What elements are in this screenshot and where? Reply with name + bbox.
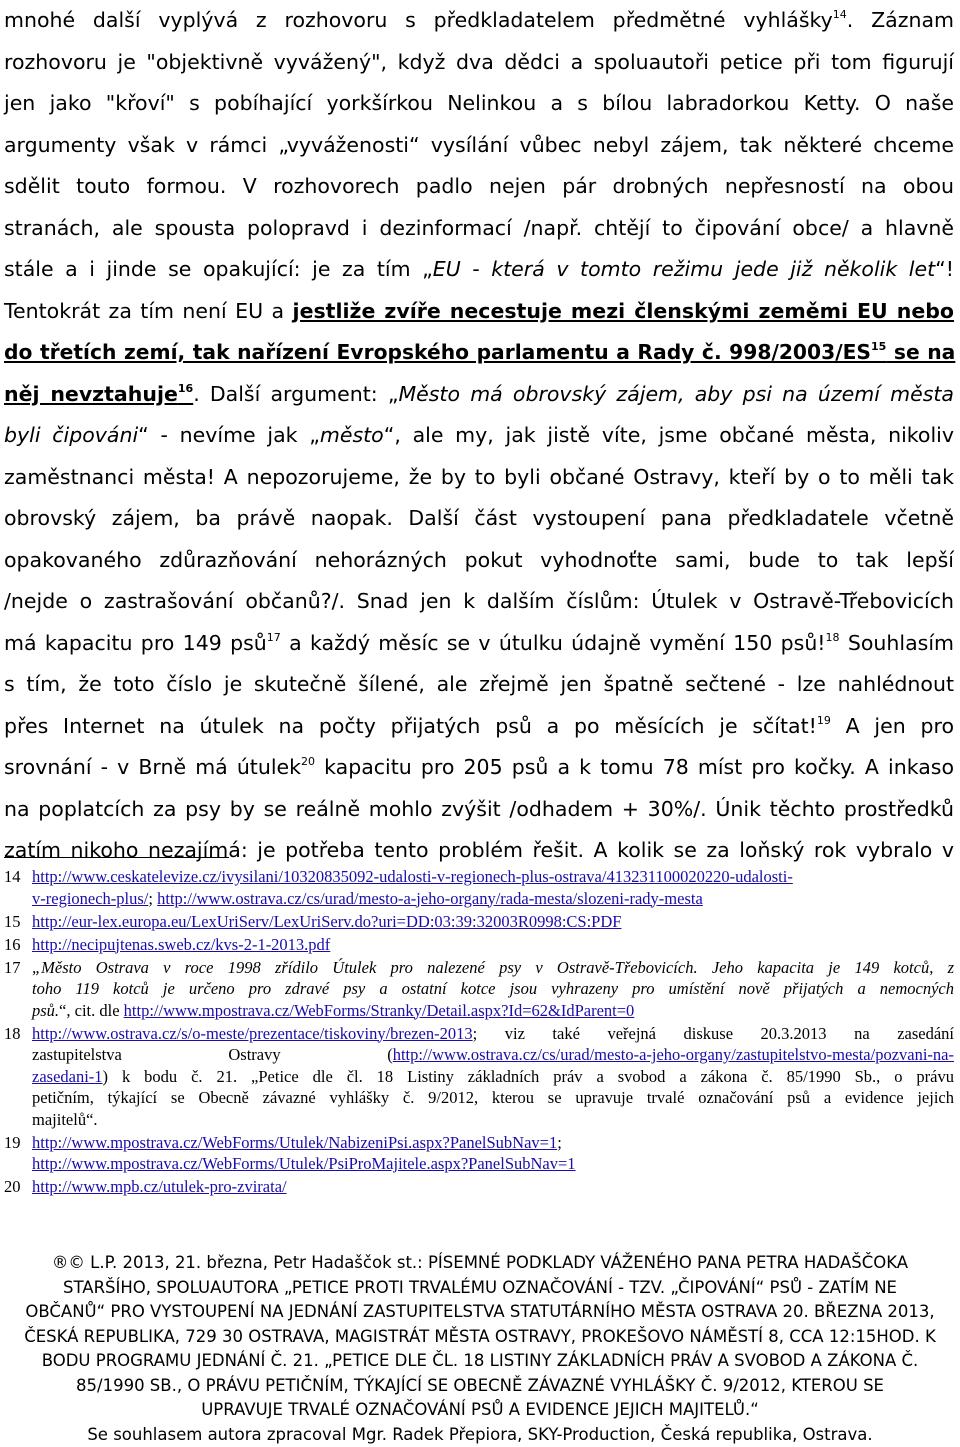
footer-line: UPRAVUJE TRVALÉ OZNAČOVÁNÍ PSŮ A EVIDENCE JEJICH MAJITELŮ.“: [0, 1398, 960, 1423]
text-line: zatím nikoho nezajímá: je potřeba tento problém řešit. A kolik se za loňský rok vybralo v: [4, 830, 954, 872]
footer-line: OBČANŮ“ PRO VYSTOUPENÍ NA JEDNÁNÍ ZASTUPITELSTVA STATUTÁRNÍHO MĚSTA OSTRAVA 20. BŘEZNA 2013,: [0, 1300, 960, 1325]
footnote-18: 18 http://www.ostrava.cz/s/o-meste/prezentace/tiskoviny/brezen-2013; viz také veřejná diskuse 20.3.2013 na zasedání zastupitelstva Ostravy (http://www.ostrava.cz/cs/urad/mesto-a-jeho-organy/zastupitelstvo-mesta/pozvani-na- zasedani-1) k bodu č. 21. „Petice dle čl. 18 Listiny základních práv a svobod a zákona č. 85/1990 Sb., o právu petičním, týkající se Obecně závazné vyhlášky č. 9/2012, kterou se upravuje trvalé označování psů a evidence jejich majitelů“.: [4, 1023, 954, 1131]
text-line: stále a i jinde se opakující: je za tím „EU - která v tomto režimu jede již několik let“!: [4, 249, 954, 291]
text-line: obrovský zájem, ba právě naopak. Další část vystoupení pana předkladatele včetně: [4, 498, 954, 540]
footnotes: [4, 866, 954, 1199]
text-line: opakovaného zdůrazňování nehorázných pokut vyhodnoťte sami, bude to tak lepší: [4, 540, 954, 582]
footnote-17: 17 „Město Ostrava v roce 1998 zřídilo Útulek pro nalezené psy v Ostravě-Třebovicích. Jeho kapacita je 149 kotců, z toho 119 kotců je určeno pro zdravé psy a ostatní kotce jsou vyhrazeny pro umístění nově přijatých a nemocných psů.“, cit. dle http://www.mpostrava.cz/WebForms/Stranky/Detail.aspx?Id=62&IdParent=0: [4, 957, 954, 1022]
footnote-link[interactable]: http://www.ceskatelevize.cz/ivysilani/10320835092-udalosti-v-regionech-plus-ostrava/413231100020220-udalosti-: [32, 867, 793, 886]
footnote-link[interactable]: http://eur-lex.europa.eu/LexUriServ/LexUriServ.do?uri=DD:03:39:32003R0998:CS:PDF: [32, 912, 621, 931]
footnote-ref[interactable]: 15: [871, 340, 886, 353]
footnote-15: 15 http://eur-lex.europa.eu/LexUriServ/LexUriServ.do?uri=DD:03:39:32003R0998:CS:PDF: [4, 911, 954, 933]
text-line: mnohé další vyplývá z rozhovoru s předkladatelem předmětné vyhlášky$^{14}$. Záznam: [4, 0, 954, 42]
footnote-link[interactable]: http://www.mpostrava.cz/WebForms/Utulek/NabizeniPsi.aspx?PanelSubNav=1: [32, 1133, 557, 1152]
footnote-link[interactable]: v-regionech-plus/: [32, 889, 148, 908]
footnote-link[interactable]: zasedani-1: [32, 1067, 103, 1086]
footnote-link[interactable]: http://www.mpb.cz/utulek-pro-zvirata/: [32, 1177, 287, 1196]
footnote-link[interactable]: http://www.ostrava.cz/cs/urad/mesto-a-jeho-organy/zastupitelstvo-mesta/pozvani-na-: [393, 1045, 954, 1064]
footnote-link[interactable]: http://www.ostrava.cz/cs/urad/mesto-a-jeho-organy/rada-mesta/slozeni-rady-mesta: [157, 889, 703, 908]
text-line: Tentokrát za tím není EU a jestliže zvíře necestuje mezi členskými zeměmi EU nebo: [4, 291, 954, 333]
text-line: rozhovoru je "objektivně vyvážený", když dva dědci a spoluautoři petice při tom figurují: [4, 42, 954, 84]
text-line: přes Internet na útulek na počty přijatých psů a po měsících je sčítat!$^{19}$ A jen pro: [4, 706, 954, 748]
text-line: na poplatcích za psy by se reálně mohlo zvýšit /odhadem + 30%/. Únik těchto prostředků: [4, 789, 954, 831]
footnote-16: 16 http://necipujtenas.sweb.cz/kvs-2-1-2013.pdf: [4, 934, 954, 956]
footnote-ref[interactable]: 17: [267, 631, 281, 644]
text-line: sdělit touto formou. V rozhovorech padlo nejen pár drobných nepřesností na obou: [4, 166, 954, 208]
text-line: stranách, ale spousta polopravd i dezinformací /např. chtějí to čipování obce/ a hlavně: [4, 208, 954, 250]
text-line: má kapacitu pro 149 psů$^{17}$ a každý měsíc se v útulku údajně vymění 150 psů!$^{18}$ Souhlasím: [4, 623, 954, 665]
footnote-ref[interactable]: 16: [178, 382, 193, 395]
footnote-ref[interactable]: 19: [817, 714, 831, 727]
text-line: /nejde o zastrašování občanů?/. Snad jen k dalším číslům: Útulek v Ostravě-Třebovicích: [4, 581, 954, 623]
text-line: zaměstnanci města! A nepozorujeme, že by to byli občané Ostravy, kteří by o to měli tak: [4, 457, 954, 499]
body-text: [4, 0, 954, 872]
text-line: jen jako "křoví" s pobíhající yorkšírkou Nelinkou a s bílou labradorkou Ketty. O naše: [4, 83, 954, 125]
text-line: argumenty však v rámci „vyváženosti“ vysílání vůbec nebyl zájem, tak některé chceme: [4, 125, 954, 167]
footnote-separator: [4, 857, 229, 858]
footnote-20: 20 http://www.mpb.cz/utulek-pro-zvirata/: [4, 1176, 954, 1198]
footer-line: ČESKÁ REPUBLIKA, 729 30 OSTRAVA, MAGISTRÁT MĚSTA OSTRAVY, PROKEŠOVO NÁMĚSTÍ 8, CCA 12:15HOD. K: [0, 1325, 960, 1350]
footnote-link[interactable]: http://www.mpostrava.cz/WebForms/Stranky/Detail.aspx?Id=62&IdParent=0: [124, 1001, 635, 1020]
footnote-link[interactable]: http://necipujtenas.sweb.cz/kvs-2-1-2013.pdf: [32, 935, 330, 954]
footer-line: STARŠÍHO, SPOLUAUTORA „PETICE PROTI TRVALÉMU OZNAČOVÁNÍ - TZV. „ČIPOVÁNÍ“ PSŮ - ZATÍM NE: [0, 1276, 960, 1301]
footer-line: BODU PROGRAMU JEDNÁNÍ Č. 21. „PETICE DLE ČL. 18 LISTINY ZÁKLADNÍCH PRÁV A SVOBOD A ZÁKONA Č.: [0, 1349, 960, 1374]
footnote-19: 19 http://www.mpostrava.cz/WebForms/Utulek/NabizeniPsi.aspx?PanelSubNav=1; http://www.mpostrava.cz/WebForms/Utulek/PsiProMajitele.aspx?PanelSubNav=1: [4, 1132, 954, 1175]
footnote-ref[interactable]: 14: [833, 8, 847, 21]
footer-line: ®© L.P. 2013, 21. března, Petr Hadaščok st.: PÍSEMNÉ PODKLADY VÁŽENÉHO PANA PETRA HADAŠČOKA: [0, 1251, 960, 1276]
text-line: do třetích zemí, tak nařízení Evropského parlamentu a Rady č. 998/2003/ES$^{15}$ se na: [4, 332, 954, 374]
footnote-link[interactable]: http://www.ostrava.cz/s/o-meste/prezentace/tiskoviny/brezen-2013: [32, 1024, 473, 1043]
footer-line: 85/1990 SB., O PRÁVU PETIČNÍM, TÝKAJÍCÍ SE OBECNĚ ZÁVAZNÉ VYHLÁŠKY Č. 9/2012, KTEROU SE: [0, 1374, 960, 1399]
text-line: něj nevztahuje$^{16}$. Další argument: „Město má obrovský zájem, aby psi na území města: [4, 374, 954, 416]
footnote-ref[interactable]: 18: [826, 631, 840, 644]
footnote-ref[interactable]: 20: [301, 755, 315, 768]
footnote-14: 14 http://www.ceskatelevize.cz/ivysilani/10320835092-udalosti-v-regionech-plus-ostrava/413231100020220-udalosti- v-regionech-plus/; http://www.ostrava.cz/cs/urad/mesto-a-jeho-organy/rada-mesta/slozeni-rady-mesta: [4, 866, 954, 909]
page-footer: [0, 1251, 960, 1447]
footnote-link[interactable]: http://www.mpostrava.cz/WebForms/Utulek/PsiProMajitele.aspx?PanelSubNav=1: [32, 1154, 576, 1173]
text-line: srovnání - v Brně má útulek$^{20}$ kapacitu pro 205 psů a k tomu 78 míst pro kočky. A inkaso: [4, 747, 954, 789]
text-line: byli čipováni“ - nevíme jak „město“, ale my, jak jistě víte, jsme občané města, nikoliv: [4, 415, 954, 457]
footer-line: Se souhlasem autora zpracoval Mgr. Radek Přepiora, SKY-Production, Česká republika, Ostrava.: [0, 1423, 960, 1447]
text-line: s tím, že toto číslo je skutečně šílené, ale zřejmě jen špatně sečtené - lze nahlédnout: [4, 664, 954, 706]
